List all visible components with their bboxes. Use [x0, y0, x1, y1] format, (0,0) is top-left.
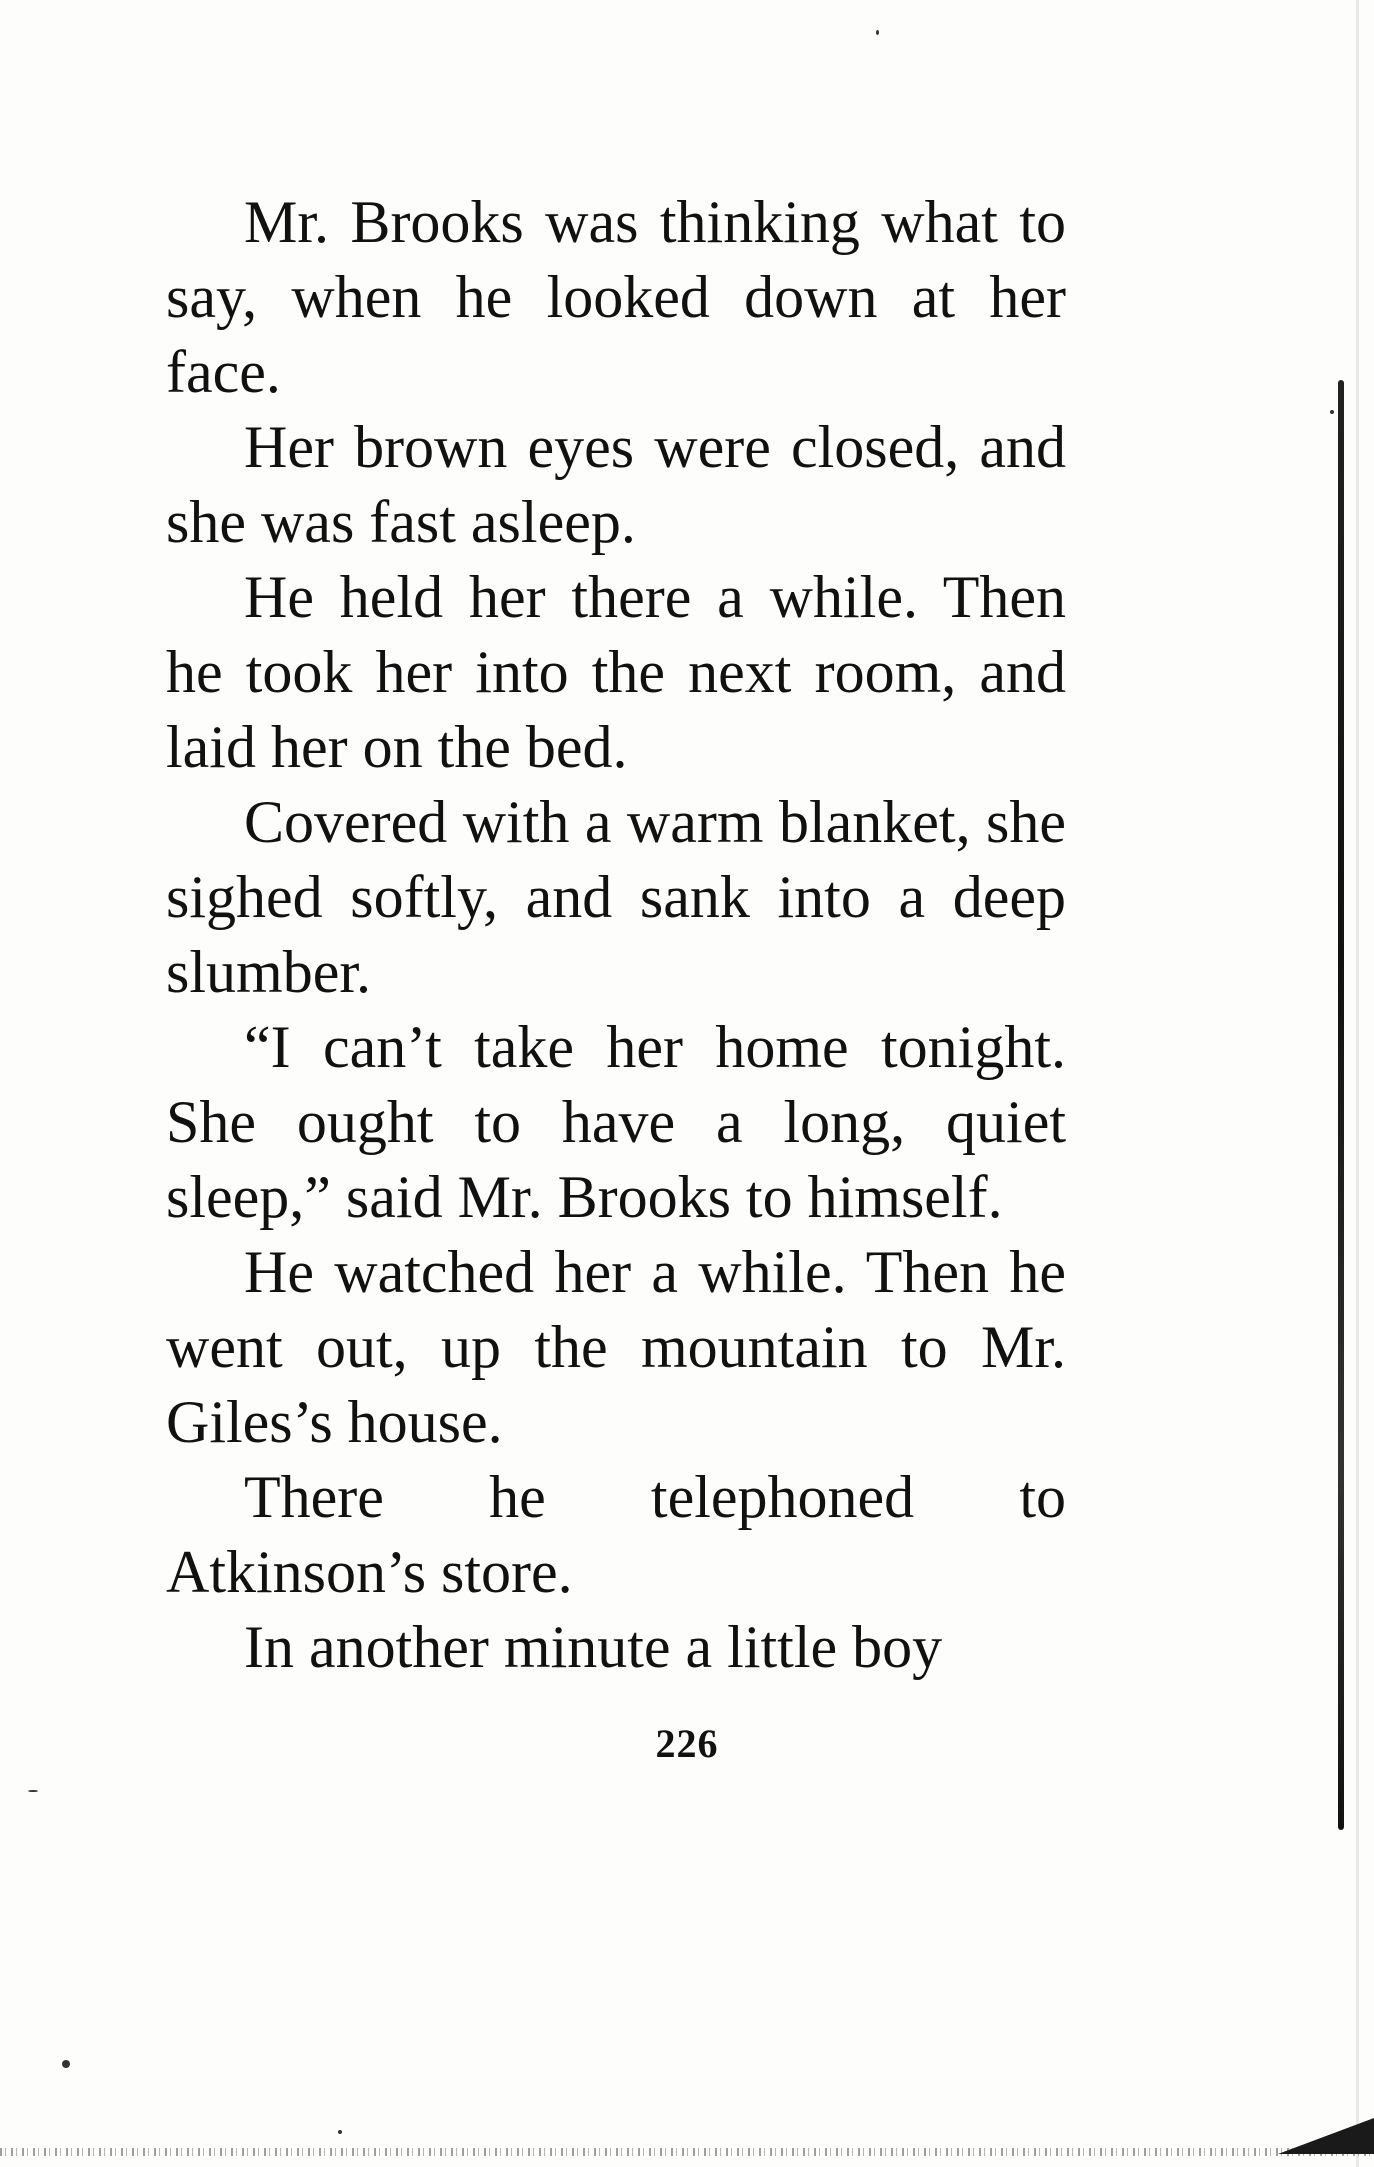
paragraph: Her brown eyes were closed, and she was fast asleep.	[166, 414, 1066, 555]
scan-speck	[28, 1790, 38, 1792]
paragraph: He watched her a while. Then he went out, up the mountain to Mr. Giles’s house.	[166, 1239, 1066, 1455]
paragraph: There he telephoned to Atkinson’s store.	[166, 1464, 1066, 1605]
scan-speck	[876, 30, 879, 35]
scan-noise-strip	[0, 2148, 1374, 2156]
page-number: 226	[655, 1721, 719, 1766]
paragraph: Mr. Brooks was thinking what to say, when he looked down at her face.	[166, 189, 1066, 405]
paragraph: In another minute a little boy	[244, 1614, 943, 1680]
binding-edge-line	[1338, 380, 1344, 1830]
scan-corner-mark	[1278, 2118, 1374, 2154]
scan-speck	[62, 2060, 70, 2068]
body-text	[166, 185, 1066, 1685]
scan-speck	[1330, 410, 1334, 414]
page-edge-shadow	[1356, 0, 1359, 2167]
paragraph: He held her there a while. Then he took her into the next room, and laid her on the bed.	[166, 564, 1066, 780]
paragraph: Covered with a warm blanket, she sighed softly, and sank into a deep slumber.	[166, 789, 1066, 1005]
paragraph: “I can’t take her home tonight. She ought to have a long, quiet sleep,” said Mr. Brooks to himself.	[166, 1014, 1066, 1230]
scan-speck	[338, 2130, 342, 2134]
